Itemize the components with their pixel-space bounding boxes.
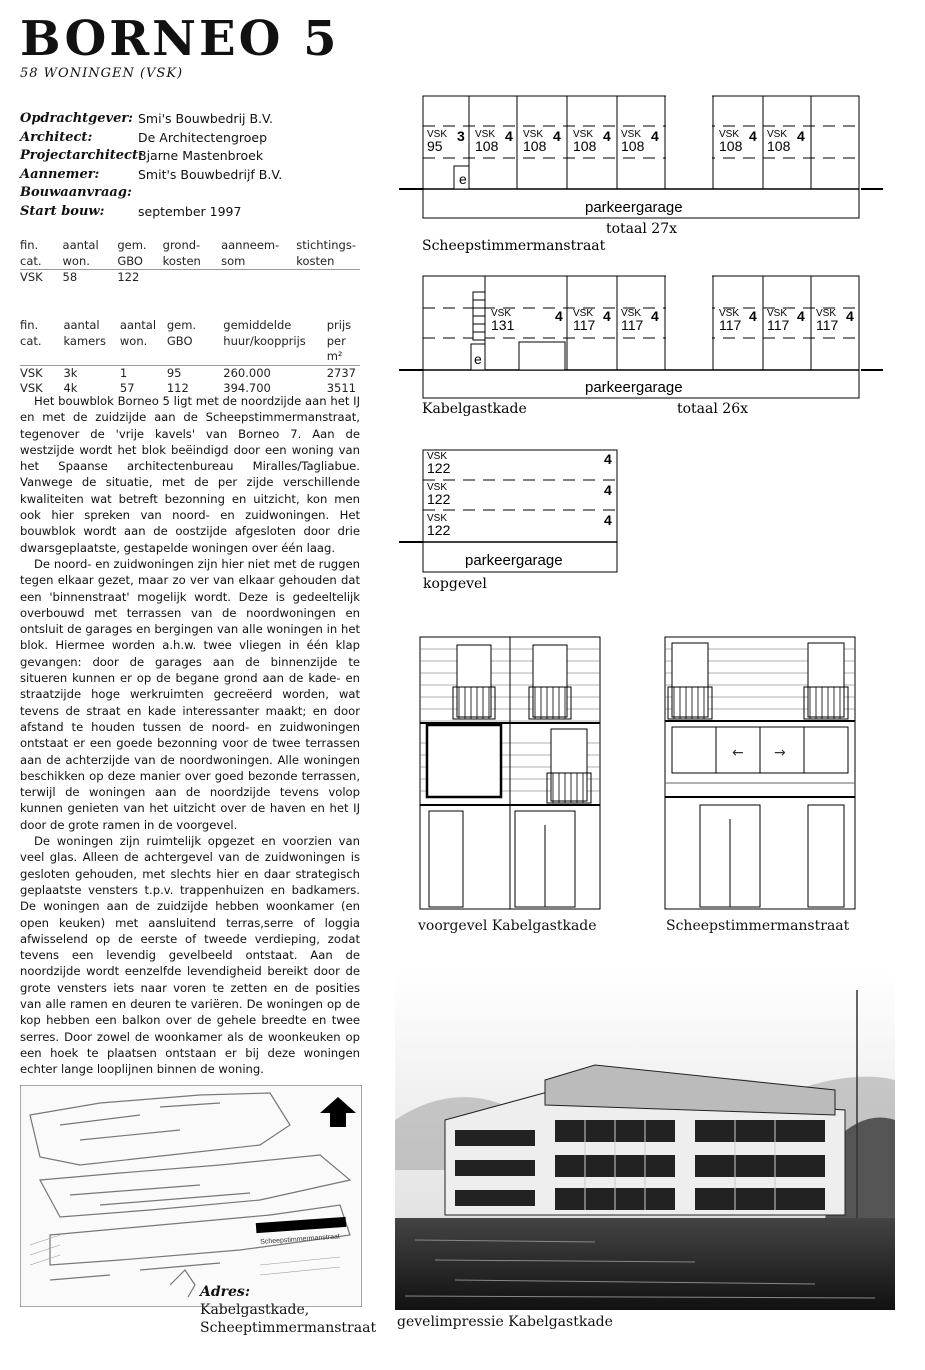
table-cell: 58 bbox=[62, 270, 78, 284]
unit-rooms: 4 bbox=[797, 308, 805, 324]
garage-label: parkeergarage bbox=[585, 199, 683, 216]
unit-cat: VSK bbox=[427, 482, 448, 493]
unit-rooms: 4 bbox=[505, 128, 513, 144]
unit-cat: VSK bbox=[491, 308, 512, 319]
unit-size: 108 bbox=[621, 138, 645, 154]
table-header: aantal bbox=[119, 318, 157, 332]
credit-value: De Architectengroep bbox=[138, 129, 268, 145]
table-cell: 2737 bbox=[326, 365, 356, 380]
unit-rooms: 3 bbox=[457, 128, 465, 144]
unit-cat: VSK bbox=[767, 129, 788, 140]
table-header: per m² bbox=[327, 334, 360, 366]
unit-rooms: 4 bbox=[604, 482, 612, 498]
credits-list bbox=[20, 110, 282, 221]
table-cell: 1 bbox=[119, 365, 128, 380]
unit-cat: VSK bbox=[767, 308, 788, 319]
credit-value: september 1997 bbox=[138, 203, 242, 219]
table-header: aantal bbox=[63, 318, 100, 332]
site-map bbox=[20, 1085, 362, 1307]
unit-cat: VSK bbox=[621, 129, 642, 140]
table-cell bbox=[163, 270, 221, 286]
garage-label: parkeergarage bbox=[465, 552, 563, 569]
table-row bbox=[20, 270, 360, 286]
credit-row bbox=[20, 110, 282, 129]
arrow-right-icon: → bbox=[774, 745, 786, 761]
unit-rooms: 4 bbox=[604, 451, 612, 467]
credit-key: Projectarchitect: bbox=[20, 148, 143, 163]
table-header: fin. bbox=[20, 238, 39, 252]
table-cell: VSK bbox=[20, 365, 43, 380]
credit-key: Architect: bbox=[20, 129, 93, 145]
unit-rooms: 4 bbox=[553, 128, 561, 144]
body-text bbox=[20, 393, 360, 1077]
address-line: Scheeptimmermanstraat bbox=[200, 1320, 377, 1336]
unit-rooms: 4 bbox=[797, 128, 805, 144]
page-title: BORNEO 5 bbox=[20, 11, 340, 67]
unit-rooms: 4 bbox=[651, 308, 659, 324]
body-paragraph: Het bouwblok Borneo 5 ligt met de noordzijde aan het IJ en met de zuidzijde aan de Scheepstimmermanstraat, tegenover de 'vrije kavels' van Borneo 7. Aan de westzijde wordt het blok beëindigd door een woning van het Spaanse architectenbureau Miralles/Tagliabue. Vanwege de situatie, met de per zijde verschillende kwaliteiten wat betreft bezonning en uitzicht, kon men ook hier spreken van noord- en zuidwoningen. Het bouwblok wordt aan de oostzijde afgesloten door drie dwarsgeplaatste, gestapelde woningen over één laag. bbox=[20, 394, 360, 555]
unit-rooms: 4 bbox=[749, 308, 757, 324]
table-cell: 122 bbox=[117, 270, 140, 284]
table-header: fin. bbox=[20, 318, 39, 332]
table-cell: VSK bbox=[20, 270, 43, 284]
price-table bbox=[20, 318, 360, 397]
unit-cat: VSK bbox=[573, 308, 594, 319]
table-cell: 57 bbox=[119, 381, 135, 395]
unit-cat: VSK bbox=[816, 308, 837, 319]
table-cell: 112 bbox=[166, 381, 189, 395]
table-header: prijs bbox=[326, 318, 352, 332]
unit-size: 122 bbox=[427, 522, 451, 538]
elevation-scheepstimmermanstraat bbox=[660, 625, 860, 915]
unit-size: 117 bbox=[767, 317, 790, 333]
credit-key: Bouwaanvraag: bbox=[20, 185, 132, 200]
credit-row bbox=[20, 184, 282, 203]
credit-row bbox=[20, 129, 282, 148]
floorplan-kabelgastkade bbox=[395, 272, 885, 422]
elevation-right-caption: Scheepstimmermanstraat bbox=[666, 918, 850, 934]
unit-cat: VSK bbox=[719, 129, 740, 140]
table-header: huur/koopprijs bbox=[223, 334, 326, 366]
unit-size: 108 bbox=[573, 138, 597, 154]
table-header: grond- bbox=[162, 238, 201, 252]
unit-rooms: 4 bbox=[555, 308, 563, 324]
unit-size: 117 bbox=[573, 317, 596, 333]
entrance-label: e bbox=[459, 171, 467, 187]
table-header: GBO bbox=[167, 334, 223, 366]
table-header: gemiddelde bbox=[223, 318, 292, 332]
credit-key: Opdrachtgever: bbox=[20, 111, 133, 126]
table-header: kamers bbox=[63, 334, 119, 366]
unit-size: 108 bbox=[475, 138, 499, 154]
unit-cat: VSK bbox=[523, 129, 544, 140]
table-header: gem. bbox=[117, 238, 147, 252]
credit-row bbox=[20, 203, 282, 222]
table-cell: 95 bbox=[166, 365, 182, 380]
elevation-left-caption: voorgevel Kabelgastkade bbox=[418, 918, 597, 934]
table-header: cat. bbox=[20, 334, 63, 366]
credit-row bbox=[20, 147, 282, 166]
total-label: totaal 27x bbox=[606, 221, 678, 237]
unit-cat: VSK bbox=[573, 129, 594, 140]
unit-size: 117 bbox=[719, 317, 742, 333]
unit-cat: VSK bbox=[427, 451, 448, 462]
unit-size: 117 bbox=[621, 317, 644, 333]
credit-key: Aannemer: bbox=[20, 166, 100, 182]
address-label: Adres: bbox=[200, 1284, 250, 1300]
table-cell: 3k bbox=[63, 365, 78, 380]
table-header: stichtings- bbox=[296, 238, 356, 252]
page-subtitle: 58 WONINGEN (VSK) bbox=[20, 66, 184, 81]
unit-size: 131 bbox=[491, 317, 515, 333]
street-label: Scheepstimmermanstraat bbox=[422, 238, 606, 254]
floorplan-scheepstimmermanstraat bbox=[395, 92, 885, 257]
address-block bbox=[200, 1283, 376, 1337]
unit-cat: VSK bbox=[621, 308, 642, 319]
credit-value: Bjarne Mastenbroek bbox=[138, 148, 264, 163]
unit-rooms: 4 bbox=[604, 512, 612, 528]
arrow-left-icon: ← bbox=[732, 745, 744, 761]
body-paragraph: De noord- en zuidwoningen zijn hier niet met de ruggen tegen elkaar gezet, maar zo ver van elkaar gehouden dat een 'binnenstraat' mogelijk wordt. Deze is gedeeltelijk overbouwd met terrassen van de noordwoningen en ontsluit de garages en bergingen van alle woningen in het blok. Hiermee worden a.h.w. twee vliegen in één klap gevangen: door de garages aan de binnenzijde te situeren kunnen er op de begane grond aan de kade- en straatzijde hoge werkruimten gecreëerd worden, wat tevens de straat en kade interessanter maakt; en door afstand te houden tussen de noord- en zuidwoningen ontstaat er een goede bezonning voor de twee terrassen aan de achterzijde van de noordwoningen. Alle woningen beschikken op deze manier over goed bezonde terrassen, terwijl de woningen aan de noordzijde tevens volop kunnen genieten van het uitzicht over de haven en het IJ door de grote ramen in de voorgevel. bbox=[20, 556, 360, 832]
table-header: gem. bbox=[166, 318, 197, 332]
floorplan-kopgevel bbox=[395, 446, 625, 596]
table-cell: 3511 bbox=[326, 381, 356, 395]
table-header: aantal bbox=[62, 238, 99, 252]
table-header: won. bbox=[120, 334, 167, 366]
credit-row bbox=[20, 166, 282, 185]
unit-size: 95 bbox=[427, 138, 443, 154]
map-street-label: Scheepstimmermanstraat bbox=[260, 1233, 341, 1246]
table-cell: 260.000 bbox=[223, 365, 271, 380]
table-header: kosten bbox=[296, 254, 360, 270]
unit-size: 117 bbox=[816, 317, 839, 333]
table-header: aanneem- bbox=[221, 238, 280, 252]
elevation-voorgevel bbox=[415, 625, 605, 915]
credit-key: Start bouw: bbox=[20, 203, 105, 219]
table-cell bbox=[221, 270, 296, 286]
table-header: GBO bbox=[117, 254, 162, 270]
table-header: som bbox=[221, 254, 296, 270]
kopgevel-label: kopgevel bbox=[423, 576, 487, 592]
table-header: cat. bbox=[20, 254, 63, 270]
unit-cat: VSK bbox=[427, 129, 448, 140]
unit-cat: VSK bbox=[427, 513, 448, 524]
table-cell: 4k bbox=[63, 381, 78, 395]
unit-size: 108 bbox=[523, 138, 547, 154]
credit-value: Smit's Bouwbedrijf B.V. bbox=[138, 166, 283, 182]
table-row bbox=[20, 365, 360, 381]
unit-rooms: 4 bbox=[846, 308, 854, 324]
unit-size: 108 bbox=[719, 138, 743, 154]
rendering-caption: gevelimpressie Kabelgastkade bbox=[397, 1314, 613, 1330]
total-label: totaal 26x bbox=[677, 401, 749, 417]
credit-value: Smi's Bouwbedrij B.V. bbox=[138, 111, 273, 126]
unit-size: 122 bbox=[427, 460, 451, 476]
garage-label: parkeergarage bbox=[585, 379, 683, 396]
unit-size: 108 bbox=[767, 138, 791, 154]
unit-rooms: 4 bbox=[603, 128, 611, 144]
unit-size: 122 bbox=[427, 491, 451, 507]
address-line: Kabelgastkade, bbox=[200, 1302, 310, 1318]
table-header: kosten bbox=[163, 254, 221, 270]
unit-rooms: 4 bbox=[749, 128, 757, 144]
unit-rooms: 4 bbox=[603, 308, 611, 324]
entrance-label: e bbox=[474, 351, 482, 367]
body-paragraph: De woningen zijn ruimtelijk opgezet en voorzien van veel glas. Alleen de achtergevel van de zuidwoningen is gesloten gehouden, met slechts hier en daar strategisch geplaatste vensters t.p.v. trappenhuizen en badkamers. De woningen aan de zuidzijde hebben woonkamer (en open keuken) met aansluitend terras,serre of loggia afwisselend op de eerste of tweede verdieping, zodat tevens een levendig gevelbeeld ontstaat. Aan de noordzijde wordt eenzelfde levendigheid bereikt door de grote vensters iets naar voren te zetten en de posities van alle ramen en deuren te variëren. De woningen op de kop hebben een balkon over de gehele breedte en twee serres. Door zowel de woonkamer als de woonkeuken op een hoek te plaatsen ontstaan er bij deze woningen echter lange looplijnen binnen de woning. bbox=[20, 834, 360, 1077]
unit-rooms: 4 bbox=[651, 128, 659, 144]
unit-cat: VSK bbox=[475, 129, 496, 140]
unit-cat: VSK bbox=[719, 308, 740, 319]
street-label: Kabelgastkade bbox=[422, 401, 527, 417]
table-header: won. bbox=[63, 254, 118, 270]
table-cell: 394.700 bbox=[223, 381, 271, 395]
table-cell bbox=[296, 270, 360, 286]
facade-rendering bbox=[395, 970, 895, 1310]
cost-table bbox=[20, 238, 360, 286]
table-cell: VSK bbox=[20, 381, 43, 395]
